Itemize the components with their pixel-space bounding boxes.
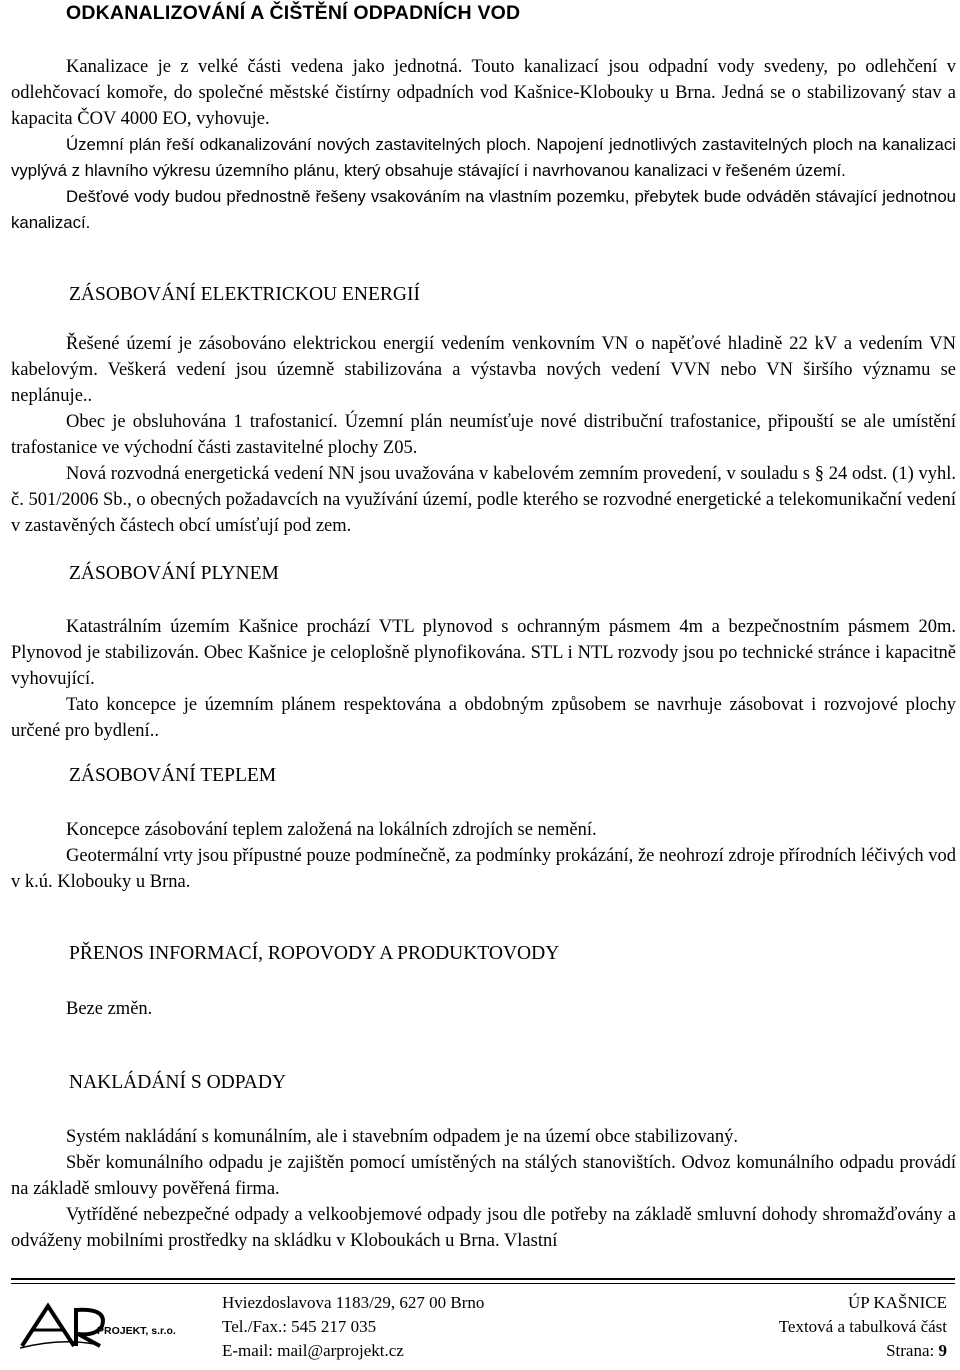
paragraph: Územní plán řeší odkanalizování nových zastavitelných ploch. Napojení jednotlivých zastavitelných ploch na kanalizaci vyplývá z hlavního výkresu územního plánu, který obsahuje stávající i navrhovanou kanalizaci v řešeném území. — [11, 135, 956, 180]
paragraph: Geotermální vrty jsou přípustné pouze podmínečně, za podmínky prokázání, že neohrozí zdroje přírodních léčivých vod v k.ú. Klobouky u Brna. — [11, 846, 956, 892]
heading-teplo: ZÁSOBOVÁNÍ TEPLEM — [69, 765, 277, 786]
footer-phone: Tel./Fax.: 545 217 035 — [222, 1317, 377, 1336]
paragraph: Katastrálním územím Kašnice prochází VTL plynovod s ochranným pásmem 4m a bezpečnostním pásmem 20m. Plynovod je stabilizován. Obec Kašnice je celoplošně plynofikována. STL i NTL rozvody jsou po technické stránce i kapacitně vyhovující. — [11, 617, 956, 689]
footer-document-info — [779, 1291, 947, 1363]
paragraph: Obec je obsluhována 1 trafostanicí. Územní plán neumísťuje nové distribuční trafostanice, připouští se ale umístění trafostanice ve východní části zastavitelné plochy Z05. — [11, 412, 956, 458]
paragraph: Tato koncepce je územním plánem respektována a obdobným způsobem se navrhuje zásobovat i rozvojové plochy určené pro bydlení.. — [11, 695, 956, 741]
company-logo-text: PROJEKT, s.r.o. — [97, 1325, 176, 1337]
section-kanalizace-sans — [11, 132, 956, 236]
company-logo-icon — [20, 1300, 200, 1350]
footer-page — [779, 1339, 947, 1363]
footer-email[interactable]: E-mail: mail@arprojekt.cz — [222, 1341, 404, 1360]
page-number: 9 — [938, 1341, 947, 1360]
paragraph: Dešťové vody budou přednostně řešeny vsakováním na vlastním pozemku, přebytek bude odváděn stávající jednotnou kanalizací. — [11, 187, 956, 232]
paragraph: Kanalizace je z velké části vedena jako jednotná. Touto kanalizací jsou odpadní vody svedeny, po odlehčení v odlehčovací komoře, do společné městské čistírny odpadních vod Kašnice-Klobouky u Brna. Jedná se o stabilizovaný stav a kapacita ČOV 4000 EO, vyhovuje. — [11, 57, 956, 129]
section-prenos — [11, 996, 956, 1022]
paragraph: Systém nakládání s komunálním, ale i stavebním odpadem je na území obce stabilizovaný. — [66, 1127, 738, 1147]
section-plyn — [11, 614, 956, 744]
section-elektro — [11, 331, 956, 539]
section-kanalizace — [11, 54, 956, 132]
paragraph: Beze změn. — [66, 999, 153, 1019]
section-teplo — [11, 817, 956, 895]
footer-part: Textová a tabulková část — [778, 1317, 947, 1336]
heading-prenos: PŘENOS INFORMACÍ, ROPOVODY A PRODUKTOVODY — [69, 943, 560, 964]
heading-kanalizace: ODKANALIZOVÁNÍ A ČIŠTĚNÍ ODPADNÍCH VOD — [66, 2, 521, 24]
paragraph: Vytříděné nebezpečné odpady a velkoobjemové odpady jsou dle potřeby na základě smluvní dohody shromažďovány a odváženy mobilními prostředky na skládku v Kloboukách u Brna. Vlastní — [11, 1205, 956, 1251]
footer-contact — [222, 1291, 484, 1363]
footer-project: ÚP KAŠNICE — [847, 1293, 947, 1312]
footer-divider-thin — [11, 1283, 955, 1284]
page-label: Strana: — [886, 1341, 939, 1360]
heading-elektro: ZÁSOBOVÁNÍ ELEKTRICKOU ENERGIÍ — [69, 284, 420, 305]
heading-odpady: NAKLÁDÁNÍ S ODPADY — [69, 1072, 287, 1093]
footer-address: Hviezdoslavova 1183/29, 627 00 Brno — [222, 1293, 485, 1312]
paragraph: Sběr komunálního odpadu je zajištěn pomocí umístěných na stálých stanovištích. Odvoz komunálního odpadu provádí na základě smlouvy pověřená firma. — [11, 1153, 956, 1199]
section-odpady — [11, 1124, 956, 1254]
paragraph: Koncepce zásobování teplem založená na lokálních zdrojích se nemění. — [66, 820, 597, 840]
paragraph: Nová rozvodná energetická vedení NN jsou uvažována v kabelovém zemním provedení, v souladu s § 24 odst. (1) vyhl. č. 501/2006 Sb., o obecných požadavcích na využívání území, podle kterého se rozvodné energetické a telekomunikační vedení v zastavěných částech obcí umísťují pod zem. — [11, 464, 956, 536]
footer-divider — [11, 1278, 955, 1280]
heading-plyn: ZÁSOBOVÁNÍ PLYNEM — [69, 563, 279, 584]
paragraph: Řešené území je zásobováno elektrickou energií vedením venkovním VN o napěťové hladině 22 kV a vedením VN kabelovým. Veškerá vedení jsou územně stabilizována a výstavba nových vedení VVN nebo VN širšího významu se neplánuje.. — [11, 334, 956, 406]
